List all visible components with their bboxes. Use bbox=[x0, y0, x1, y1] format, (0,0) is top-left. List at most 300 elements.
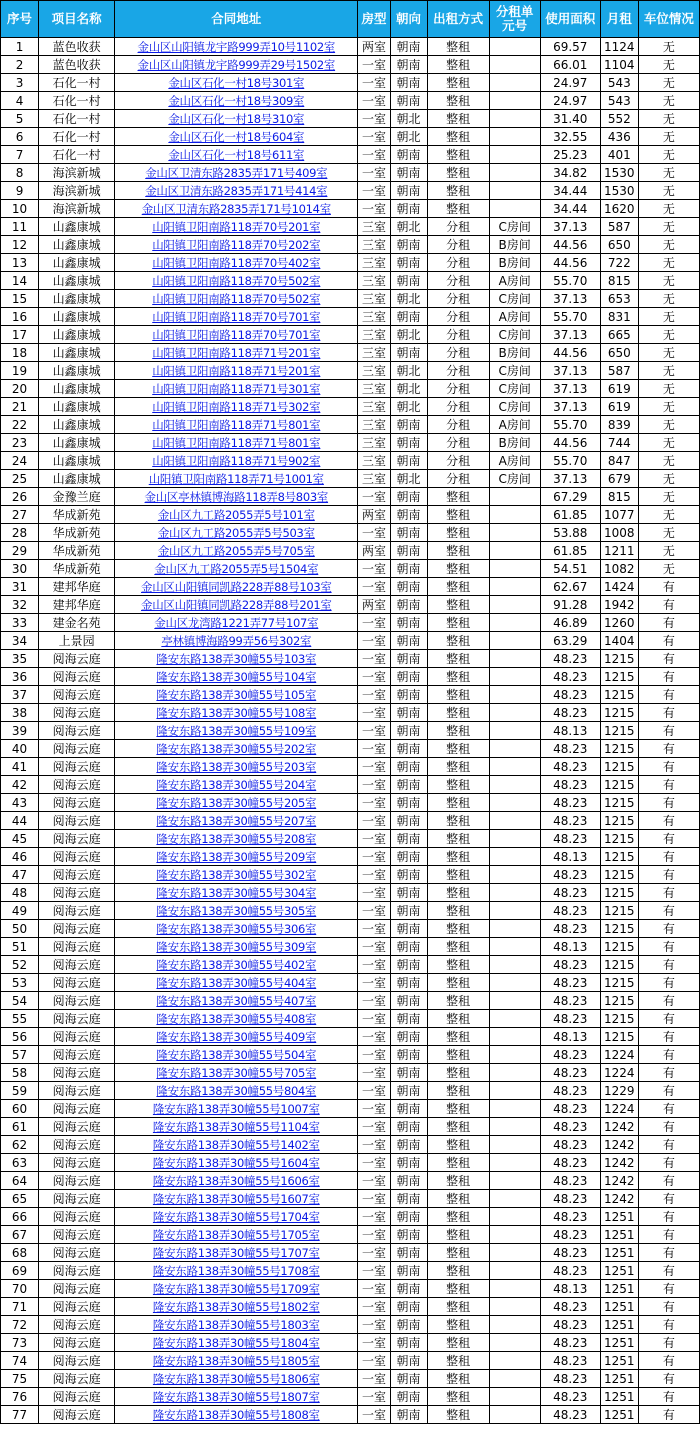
cell-orientation: 朝南 bbox=[390, 92, 427, 110]
cell-rental-mode: 整租 bbox=[427, 632, 489, 650]
cell-contract-address[interactable]: 金山区山阳镇同凯路228弄88号201室 bbox=[115, 596, 358, 614]
cell-parking: 无 bbox=[638, 56, 699, 74]
cell-contract-address[interactable]: 金山区石化一村18号309室 bbox=[115, 92, 358, 110]
cell-sublet-unit bbox=[489, 596, 540, 614]
cell-sublet-unit bbox=[489, 1370, 540, 1388]
cell-contract-address[interactable]: 山阳镇卫阳南路118弄71号201室 bbox=[115, 362, 358, 380]
cell-parking: 无 bbox=[638, 74, 699, 92]
cell-index: 28 bbox=[1, 524, 39, 542]
table-row bbox=[1, 1010, 700, 1028]
cell-parking: 有 bbox=[638, 758, 699, 776]
table-row bbox=[1, 830, 700, 848]
cell-room-type: 一室 bbox=[358, 632, 390, 650]
cell-project-name: 阅海云庭 bbox=[39, 722, 115, 740]
cell-contract-address[interactable]: 隆安东路138弄30幢55号402室 bbox=[115, 956, 358, 974]
cell-contract-address[interactable]: 隆安东路138弄30幢55号1607室 bbox=[115, 1190, 358, 1208]
cell-usable-area: 91.28 bbox=[540, 596, 600, 614]
cell-orientation: 朝北 bbox=[390, 470, 427, 488]
cell-monthly-rent: 1242 bbox=[600, 1172, 638, 1190]
cell-contract-address[interactable]: 隆安东路138弄30幢55号504室 bbox=[115, 1046, 358, 1064]
cell-sublet-unit bbox=[489, 686, 540, 704]
cell-contract-address[interactable]: 隆安东路138弄30幢55号705室 bbox=[115, 1064, 358, 1082]
cell-room-type: 三室 bbox=[358, 416, 390, 434]
cell-sublet-unit: C房间 bbox=[489, 362, 540, 380]
cell-usable-area: 69.57 bbox=[540, 38, 600, 56]
cell-usable-area: 48.23 bbox=[540, 704, 600, 722]
cell-contract-address[interactable]: 山阳镇卫阳南路118弄71号301室 bbox=[115, 380, 358, 398]
cell-project-name: 阅海云庭 bbox=[39, 1154, 115, 1172]
cell-orientation: 朝南 bbox=[390, 1208, 427, 1226]
cell-contract-address[interactable]: 隆安东路138弄30幢55号1708室 bbox=[115, 1262, 358, 1280]
cell-room-type: 一室 bbox=[358, 686, 390, 704]
cell-rental-mode: 分租 bbox=[427, 344, 489, 362]
cell-contract-address[interactable]: 隆安东路138弄30幢55号306室 bbox=[115, 920, 358, 938]
cell-contract-address[interactable]: 隆安东路138弄30幢55号404室 bbox=[115, 974, 358, 992]
table-row bbox=[1, 758, 700, 776]
cell-index: 42 bbox=[1, 776, 39, 794]
table-row bbox=[1, 776, 700, 794]
cell-usable-area: 37.13 bbox=[540, 380, 600, 398]
cell-index: 7 bbox=[1, 146, 39, 164]
cell-orientation: 朝南 bbox=[390, 902, 427, 920]
cell-monthly-rent: 1251 bbox=[600, 1388, 638, 1406]
cell-index: 49 bbox=[1, 902, 39, 920]
cell-monthly-rent: 1251 bbox=[600, 1352, 638, 1370]
table-row bbox=[1, 1352, 700, 1370]
cell-contract-address[interactable]: 山阳镇卫阳南路118弄70号701室 bbox=[115, 308, 358, 326]
table-row bbox=[1, 1100, 700, 1118]
cell-index: 3 bbox=[1, 74, 39, 92]
table-row bbox=[1, 56, 700, 74]
cell-project-name: 石化一村 bbox=[39, 146, 115, 164]
cell-project-name: 阅海云庭 bbox=[39, 1262, 115, 1280]
cell-room-type: 一室 bbox=[358, 830, 390, 848]
cell-sublet-unit bbox=[489, 668, 540, 686]
cell-orientation: 朝南 bbox=[390, 830, 427, 848]
cell-room-type: 一室 bbox=[358, 1118, 390, 1136]
cell-project-name: 阅海云庭 bbox=[39, 1136, 115, 1154]
cell-project-name: 海滨新城 bbox=[39, 164, 115, 182]
cell-contract-address[interactable]: 隆安东路138弄30幢55号309室 bbox=[115, 938, 358, 956]
cell-contract-address[interactable]: 金山区石化一村18号611室 bbox=[115, 146, 358, 164]
cell-room-type: 三室 bbox=[358, 362, 390, 380]
cell-project-name: 阅海云庭 bbox=[39, 1190, 115, 1208]
cell-project-name: 阅海云庭 bbox=[39, 1280, 115, 1298]
cell-monthly-rent: 1124 bbox=[600, 38, 638, 56]
cell-sublet-unit: A房间 bbox=[489, 308, 540, 326]
cell-index: 21 bbox=[1, 398, 39, 416]
cell-parking: 有 bbox=[638, 1136, 699, 1154]
cell-index: 41 bbox=[1, 758, 39, 776]
cell-usable-area: 37.13 bbox=[540, 362, 600, 380]
cell-project-name: 华成新苑 bbox=[39, 524, 115, 542]
cell-index: 13 bbox=[1, 254, 39, 272]
cell-contract-address[interactable]: 隆安东路138弄30幢55号202室 bbox=[115, 740, 358, 758]
cell-room-type: 一室 bbox=[358, 938, 390, 956]
cell-orientation: 朝北 bbox=[390, 110, 427, 128]
cell-usable-area: 48.23 bbox=[540, 1154, 600, 1172]
cell-monthly-rent: 653 bbox=[600, 290, 638, 308]
cell-rental-mode: 整租 bbox=[427, 704, 489, 722]
cell-room-type: 一室 bbox=[358, 1352, 390, 1370]
cell-contract-address[interactable]: 金山区卫清东路2835弄171号409室 bbox=[115, 164, 358, 182]
cell-monthly-rent: 1251 bbox=[600, 1316, 638, 1334]
cell-contract-address[interactable]: 金山区山阳镇龙宇路999弄10号1102室 bbox=[115, 38, 358, 56]
cell-rental-mode: 整租 bbox=[427, 1370, 489, 1388]
table-row bbox=[1, 1370, 700, 1388]
cell-usable-area: 25.23 bbox=[540, 146, 600, 164]
cell-index: 31 bbox=[1, 578, 39, 596]
cell-monthly-rent: 1251 bbox=[600, 1262, 638, 1280]
cell-usable-area: 48.23 bbox=[540, 650, 600, 668]
table-row bbox=[1, 218, 700, 236]
cell-contract-address[interactable]: 金山区九工路2055弄5号705室 bbox=[115, 542, 358, 560]
cell-room-type: 一室 bbox=[358, 488, 390, 506]
cell-contract-address[interactable]: 山阳镇卫阳南路118弄71号902室 bbox=[115, 452, 358, 470]
table-row bbox=[1, 1154, 700, 1172]
cell-monthly-rent: 619 bbox=[600, 398, 638, 416]
cell-parking: 无 bbox=[638, 470, 699, 488]
cell-contract-address[interactable]: 金山区山阳镇同凯路228弄88号103室 bbox=[115, 578, 358, 596]
cell-contract-address[interactable]: 隆安东路138弄30幢55号207室 bbox=[115, 812, 358, 830]
cell-project-name: 阅海云庭 bbox=[39, 956, 115, 974]
cell-contract-address[interactable]: 金山区九工路2055弄5号1504室 bbox=[115, 560, 358, 578]
cell-rental-mode: 整租 bbox=[427, 92, 489, 110]
cell-sublet-unit bbox=[489, 1172, 540, 1190]
cell-contract-address[interactable]: 金山区九工路2055弄5号503室 bbox=[115, 524, 358, 542]
table-row bbox=[1, 128, 700, 146]
cell-parking: 无 bbox=[638, 182, 699, 200]
cell-contract-address[interactable]: 隆安东路138弄30幢55号1804室 bbox=[115, 1334, 358, 1352]
cell-usable-area: 48.23 bbox=[540, 902, 600, 920]
cell-contract-address[interactable]: 隆安东路138弄30幢55号1707室 bbox=[115, 1244, 358, 1262]
cell-contract-address[interactable]: 隆安东路138弄30幢55号1805室 bbox=[115, 1352, 358, 1370]
cell-contract-address[interactable]: 隆安东路138弄30幢55号105室 bbox=[115, 686, 358, 704]
cell-monthly-rent: 1424 bbox=[600, 578, 638, 596]
cell-orientation: 朝南 bbox=[390, 1280, 427, 1298]
cell-index: 16 bbox=[1, 308, 39, 326]
table-row bbox=[1, 956, 700, 974]
cell-project-name: 华成新苑 bbox=[39, 560, 115, 578]
header-orientation: 朝向 bbox=[390, 1, 427, 38]
cell-parking: 无 bbox=[638, 344, 699, 362]
cell-sublet-unit bbox=[489, 956, 540, 974]
cell-contract-address[interactable]: 山阳镇卫阳南路118弄71号201室 bbox=[115, 344, 358, 362]
cell-room-type: 一室 bbox=[358, 1244, 390, 1262]
table-row bbox=[1, 794, 700, 812]
cell-contract-address[interactable]: 隆安东路138弄30幢55号1803室 bbox=[115, 1316, 358, 1334]
cell-sublet-unit bbox=[489, 1244, 540, 1262]
cell-usable-area: 48.23 bbox=[540, 992, 600, 1010]
cell-index: 77 bbox=[1, 1406, 39, 1424]
cell-monthly-rent: 1242 bbox=[600, 1190, 638, 1208]
cell-contract-address[interactable]: 隆安东路138弄30幢55号103室 bbox=[115, 650, 358, 668]
cell-monthly-rent: 744 bbox=[600, 434, 638, 452]
cell-contract-address[interactable]: 隆安东路138弄30幢55号205室 bbox=[115, 794, 358, 812]
cell-contract-address[interactable]: 山阳镇卫阳南路118弄70号402室 bbox=[115, 254, 358, 272]
cell-contract-address[interactable]: 隆安东路138弄30幢55号1704室 bbox=[115, 1208, 358, 1226]
header-usable-area: 使用面积 bbox=[540, 1, 600, 38]
cell-contract-address[interactable]: 隆安东路138弄30幢55号1007室 bbox=[115, 1100, 358, 1118]
cell-sublet-unit bbox=[489, 164, 540, 182]
cell-project-name: 阅海云庭 bbox=[39, 776, 115, 794]
cell-contract-address[interactable]: 隆安东路138弄30幢55号804室 bbox=[115, 1082, 358, 1100]
cell-contract-address[interactable]: 隆安东路138弄30幢55号204室 bbox=[115, 776, 358, 794]
cell-contract-address[interactable]: 隆安东路138弄30幢55号302室 bbox=[115, 866, 358, 884]
cell-room-type: 一室 bbox=[358, 1334, 390, 1352]
table-row bbox=[1, 1316, 700, 1334]
cell-index: 60 bbox=[1, 1100, 39, 1118]
cell-project-name: 阅海云庭 bbox=[39, 1208, 115, 1226]
cell-parking: 无 bbox=[638, 146, 699, 164]
cell-contract-address[interactable]: 山阳镇卫阳南路118弄70号502室 bbox=[115, 290, 358, 308]
cell-monthly-rent: 1251 bbox=[600, 1244, 638, 1262]
cell-contract-address[interactable]: 隆安东路138弄30幢55号1705室 bbox=[115, 1226, 358, 1244]
cell-index: 56 bbox=[1, 1028, 39, 1046]
cell-contract-address[interactable]: 山阳镇卫阳南路118弄70号201室 bbox=[115, 218, 358, 236]
cell-room-type: 三室 bbox=[358, 398, 390, 416]
cell-contract-address[interactable]: 隆安东路138弄30幢55号203室 bbox=[115, 758, 358, 776]
cell-parking: 有 bbox=[638, 1028, 699, 1046]
cell-room-type: 一室 bbox=[358, 146, 390, 164]
cell-parking: 有 bbox=[638, 740, 699, 758]
table-row bbox=[1, 1190, 700, 1208]
cell-rental-mode: 整租 bbox=[427, 740, 489, 758]
cell-contract-address[interactable]: 隆安东路138弄30幢55号407室 bbox=[115, 992, 358, 1010]
cell-usable-area: 66.01 bbox=[540, 56, 600, 74]
cell-contract-address[interactable]: 金山区山阳镇龙宇路999弄29号1502室 bbox=[115, 56, 358, 74]
cell-contract-address[interactable]: 金山区龙湾路1221弄77号107室 bbox=[115, 614, 358, 632]
cell-usable-area: 48.23 bbox=[540, 1406, 600, 1424]
cell-contract-address[interactable]: 山阳镇卫阳南路118弄70号502室 bbox=[115, 272, 358, 290]
cell-parking: 有 bbox=[638, 650, 699, 668]
cell-parking: 无 bbox=[638, 308, 699, 326]
cell-sublet-unit bbox=[489, 812, 540, 830]
cell-contract-address[interactable]: 隆安东路138弄30幢55号1606室 bbox=[115, 1172, 358, 1190]
cell-contract-address[interactable]: 山阳镇卫阳南路118弄71号801室 bbox=[115, 416, 358, 434]
cell-project-name: 阅海云庭 bbox=[39, 794, 115, 812]
cell-usable-area: 44.56 bbox=[540, 344, 600, 362]
cell-contract-address[interactable]: 隆安东路138弄30幢55号1806室 bbox=[115, 1370, 358, 1388]
cell-contract-address[interactable]: 隆安东路138弄30幢55号209室 bbox=[115, 848, 358, 866]
cell-sublet-unit bbox=[489, 524, 540, 542]
cell-monthly-rent: 1215 bbox=[600, 830, 638, 848]
cell-orientation: 朝南 bbox=[390, 1406, 427, 1424]
cell-sublet-unit bbox=[489, 506, 540, 524]
cell-project-name: 山鑫康城 bbox=[39, 308, 115, 326]
cell-contract-address[interactable]: 隆安东路138弄30幢55号109室 bbox=[115, 722, 358, 740]
cell-orientation: 朝南 bbox=[390, 164, 427, 182]
cell-orientation: 朝南 bbox=[390, 272, 427, 290]
cell-usable-area: 44.56 bbox=[540, 434, 600, 452]
cell-contract-address[interactable]: 隆安东路138弄30幢55号1802室 bbox=[115, 1298, 358, 1316]
cell-project-name: 山鑫康城 bbox=[39, 218, 115, 236]
cell-index: 15 bbox=[1, 290, 39, 308]
cell-contract-address[interactable]: 山阳镇卫阳南路118弄71号801室 bbox=[115, 434, 358, 452]
cell-usable-area: 48.23 bbox=[540, 758, 600, 776]
cell-parking: 有 bbox=[638, 1226, 699, 1244]
cell-project-name: 上景园 bbox=[39, 632, 115, 650]
cell-room-type: 一室 bbox=[358, 1316, 390, 1334]
cell-monthly-rent: 1404 bbox=[600, 632, 638, 650]
cell-contract-address[interactable]: 山阳镇卫阳南路118弄70号701室 bbox=[115, 326, 358, 344]
cell-room-type: 一室 bbox=[358, 56, 390, 74]
cell-usable-area: 34.82 bbox=[540, 164, 600, 182]
cell-monthly-rent: 650 bbox=[600, 344, 638, 362]
cell-rental-mode: 整租 bbox=[427, 848, 489, 866]
cell-orientation: 朝南 bbox=[390, 56, 427, 74]
header-rental-mode: 出租方式 bbox=[427, 1, 489, 38]
cell-rental-mode: 整租 bbox=[427, 542, 489, 560]
cell-monthly-rent: 1215 bbox=[600, 794, 638, 812]
cell-parking: 无 bbox=[638, 200, 699, 218]
cell-rental-mode: 整租 bbox=[427, 722, 489, 740]
cell-project-name: 阅海云庭 bbox=[39, 1064, 115, 1082]
cell-usable-area: 48.23 bbox=[540, 1190, 600, 1208]
cell-parking: 无 bbox=[638, 560, 699, 578]
table-row bbox=[1, 542, 700, 560]
cell-contract-address[interactable]: 隆安东路138弄30幢55号305室 bbox=[115, 902, 358, 920]
cell-contract-address[interactable]: 隆安东路138弄30幢55号409室 bbox=[115, 1028, 358, 1046]
cell-monthly-rent: 1229 bbox=[600, 1082, 638, 1100]
cell-monthly-rent: 1215 bbox=[600, 740, 638, 758]
table-row bbox=[1, 596, 700, 614]
cell-index: 8 bbox=[1, 164, 39, 182]
table-row bbox=[1, 1406, 700, 1424]
cell-orientation: 朝南 bbox=[390, 596, 427, 614]
cell-orientation: 朝南 bbox=[390, 866, 427, 884]
table-row bbox=[1, 416, 700, 434]
cell-index: 4 bbox=[1, 92, 39, 110]
table-row bbox=[1, 164, 700, 182]
cell-room-type: 三室 bbox=[358, 308, 390, 326]
table-header bbox=[1, 1, 700, 38]
cell-contract-address[interactable]: 金山区卫清东路2835弄171号414室 bbox=[115, 182, 358, 200]
cell-sublet-unit: A房间 bbox=[489, 416, 540, 434]
cell-contract-address[interactable]: 金山区九工路2055弄5号101室 bbox=[115, 506, 358, 524]
cell-rental-mode: 整租 bbox=[427, 1172, 489, 1190]
cell-contract-address[interactable]: 隆安东路138弄30幢55号1808室 bbox=[115, 1406, 358, 1424]
cell-usable-area: 48.23 bbox=[540, 686, 600, 704]
cell-room-type: 一室 bbox=[358, 92, 390, 110]
cell-contract-address[interactable]: 金山区亭林镇博海路118弄8号803室 bbox=[115, 488, 358, 506]
cell-project-name: 阅海云庭 bbox=[39, 1028, 115, 1046]
cell-contract-address[interactable]: 亭林镇博海路99弄56号302室 bbox=[115, 632, 358, 650]
cell-room-type: 一室 bbox=[358, 164, 390, 182]
cell-sublet-unit bbox=[489, 1010, 540, 1028]
cell-contract-address[interactable]: 隆安东路138弄30幢55号1709室 bbox=[115, 1280, 358, 1298]
cell-index: 57 bbox=[1, 1046, 39, 1064]
cell-project-name: 阅海云庭 bbox=[39, 1388, 115, 1406]
cell-usable-area: 24.97 bbox=[540, 74, 600, 92]
cell-contract-address[interactable]: 隆安东路138弄30幢55号1402室 bbox=[115, 1136, 358, 1154]
cell-contract-address[interactable]: 隆安东路138弄30幢55号304室 bbox=[115, 884, 358, 902]
cell-sublet-unit: C房间 bbox=[489, 470, 540, 488]
cell-orientation: 朝南 bbox=[390, 560, 427, 578]
cell-index: 11 bbox=[1, 218, 39, 236]
cell-room-type: 三室 bbox=[358, 218, 390, 236]
cell-parking: 无 bbox=[638, 110, 699, 128]
cell-room-type: 一室 bbox=[358, 1370, 390, 1388]
cell-rental-mode: 整租 bbox=[427, 776, 489, 794]
cell-room-type: 一室 bbox=[358, 110, 390, 128]
cell-contract-address[interactable]: 隆安东路138弄30幢55号408室 bbox=[115, 1010, 358, 1028]
table-row bbox=[1, 560, 700, 578]
cell-orientation: 朝南 bbox=[390, 200, 427, 218]
cell-contract-address[interactable]: 隆安东路138弄30幢55号108室 bbox=[115, 704, 358, 722]
cell-rental-mode: 整租 bbox=[427, 1208, 489, 1226]
cell-contract-address[interactable]: 隆安东路138弄30幢55号104室 bbox=[115, 668, 358, 686]
cell-sublet-unit: A房间 bbox=[489, 452, 540, 470]
cell-parking: 有 bbox=[638, 776, 699, 794]
cell-monthly-rent: 1077 bbox=[600, 506, 638, 524]
cell-monthly-rent: 1251 bbox=[600, 1226, 638, 1244]
cell-rental-mode: 整租 bbox=[427, 1028, 489, 1046]
cell-rental-mode: 整租 bbox=[427, 38, 489, 56]
cell-contract-address[interactable]: 隆安东路138弄30幢55号1604室 bbox=[115, 1154, 358, 1172]
cell-monthly-rent: 1620 bbox=[600, 200, 638, 218]
cell-monthly-rent: 543 bbox=[600, 74, 638, 92]
cell-orientation: 朝南 bbox=[390, 920, 427, 938]
cell-project-name: 山鑫康城 bbox=[39, 398, 115, 416]
cell-parking: 无 bbox=[638, 542, 699, 560]
cell-room-type: 一室 bbox=[358, 974, 390, 992]
header-room-type: 房型 bbox=[358, 1, 390, 38]
cell-orientation: 朝南 bbox=[390, 1028, 427, 1046]
cell-contract-address[interactable]: 山阳镇卫阳南路118弄70号202室 bbox=[115, 236, 358, 254]
cell-contract-address[interactable]: 隆安东路138弄30幢55号208室 bbox=[115, 830, 358, 848]
cell-project-name: 阅海云庭 bbox=[39, 812, 115, 830]
cell-contract-address[interactable]: 金山区石化一村18号301室 bbox=[115, 74, 358, 92]
cell-monthly-rent: 1215 bbox=[600, 704, 638, 722]
cell-index: 19 bbox=[1, 362, 39, 380]
cell-contract-address[interactable]: 金山区石化一村18号604室 bbox=[115, 128, 358, 146]
cell-rental-mode: 整租 bbox=[427, 1406, 489, 1424]
table-row bbox=[1, 866, 700, 884]
cell-sublet-unit bbox=[489, 1046, 540, 1064]
cell-contract-address[interactable]: 隆安东路138弄30幢55号1807室 bbox=[115, 1388, 358, 1406]
cell-project-name: 蓝色收获 bbox=[39, 56, 115, 74]
table-row bbox=[1, 506, 700, 524]
cell-monthly-rent: 1215 bbox=[600, 686, 638, 704]
header-monthly-rent: 月租 bbox=[600, 1, 638, 38]
cell-contract-address[interactable]: 山阳镇卫阳南路118弄71号302室 bbox=[115, 398, 358, 416]
cell-contract-address[interactable]: 隆安东路138弄30幢55号1104室 bbox=[115, 1118, 358, 1136]
cell-project-name: 山鑫康城 bbox=[39, 290, 115, 308]
table-row bbox=[1, 974, 700, 992]
cell-index: 20 bbox=[1, 380, 39, 398]
cell-project-name: 华成新苑 bbox=[39, 506, 115, 524]
cell-monthly-rent: 1215 bbox=[600, 848, 638, 866]
cell-room-type: 一室 bbox=[358, 794, 390, 812]
cell-sublet-unit bbox=[489, 1298, 540, 1316]
cell-contract-address[interactable]: 山阳镇卫阳南路118弄71号1001室 bbox=[115, 470, 358, 488]
cell-monthly-rent: 1211 bbox=[600, 542, 638, 560]
cell-parking: 有 bbox=[638, 866, 699, 884]
cell-index: 54 bbox=[1, 992, 39, 1010]
cell-usable-area: 48.23 bbox=[540, 1100, 600, 1118]
cell-project-name: 山鑫康城 bbox=[39, 470, 115, 488]
cell-rental-mode: 整租 bbox=[427, 200, 489, 218]
cell-contract-address[interactable]: 金山区卫清东路2835弄171号1014室 bbox=[115, 200, 358, 218]
cell-rental-mode: 整租 bbox=[427, 668, 489, 686]
cell-sublet-unit bbox=[489, 1136, 540, 1154]
cell-monthly-rent: 1215 bbox=[600, 866, 638, 884]
cell-project-name: 石化一村 bbox=[39, 74, 115, 92]
cell-room-type: 一室 bbox=[358, 1406, 390, 1424]
cell-contract-address[interactable]: 金山区石化一村18号310室 bbox=[115, 110, 358, 128]
table-row bbox=[1, 884, 700, 902]
